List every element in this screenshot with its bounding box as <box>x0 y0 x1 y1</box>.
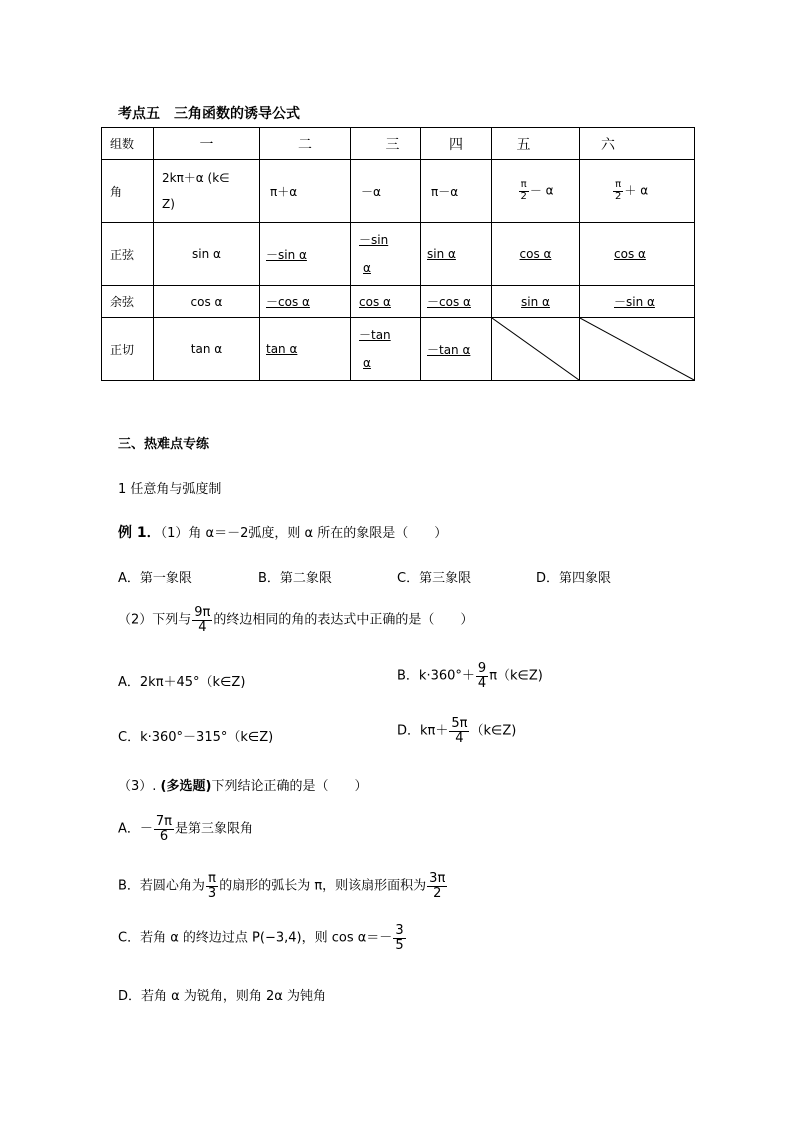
table-header-row <box>102 128 695 160</box>
fraction-numerator: 7π <box>155 814 173 829</box>
fraction <box>393 924 405 952</box>
fraction-denominator: 5 <box>395 937 404 953</box>
section-heading: 三、热难点专练 <box>118 437 210 452</box>
table-row-cos <box>102 286 695 318</box>
header-cell: 六 <box>580 128 695 160</box>
header-cell: 五 <box>492 128 580 160</box>
fraction-denominator: 2 <box>615 190 622 202</box>
fraction-numerator: 9 <box>477 661 487 676</box>
angle-tail: ＋ α <box>624 183 649 198</box>
sin-cell: sin α <box>154 223 260 286</box>
choice-d <box>397 717 516 745</box>
row-label: 正切 <box>102 318 154 381</box>
angle-cell: π＋α <box>260 160 351 223</box>
question-1 <box>118 522 447 542</box>
fraction-numerator: 3 <box>395 923 404 938</box>
row-label: 正弦 <box>102 223 154 286</box>
fraction <box>518 180 528 202</box>
question-text: 的终边相同的角的表达式中正确的是（ ） <box>213 612 474 628</box>
choice-text: 是第三象限角 <box>175 821 254 837</box>
choice-text: C．若角 α 的终边过点 P(−3,4)，则 cos α＝－ <box>118 930 393 946</box>
angle-cell-line: Z) <box>162 197 175 211</box>
fraction-numerator: 5π <box>451 716 468 731</box>
choice-d: D．第四象限 <box>536 571 612 586</box>
choice-text: （k∈Z) <box>470 723 517 739</box>
choice-a <box>118 815 253 843</box>
angle-cell: π－α <box>421 160 492 223</box>
sin-cell: cos α <box>580 223 695 286</box>
angle-cell <box>154 160 260 223</box>
fraction-numerator: π <box>615 179 622 190</box>
fraction <box>449 717 469 745</box>
diagonal-line <box>580 318 694 380</box>
induction-formula-table <box>101 127 695 381</box>
choice-b <box>118 872 448 900</box>
fraction-denominator: 6 <box>159 828 169 844</box>
fraction <box>427 872 447 900</box>
fraction <box>192 606 212 634</box>
fraction <box>206 872 218 900</box>
choice-b: B．第二象限 <box>258 571 332 586</box>
fraction-denominator: 4 <box>455 730 464 746</box>
fraction <box>154 815 174 843</box>
choice-c <box>118 924 407 952</box>
question-3 <box>118 775 367 794</box>
choice-text: 的扇形的弧长为 π，则该扇形面积为 <box>219 878 427 894</box>
tan-cell: －tan α <box>421 318 492 381</box>
question-tag: (多选题) <box>160 779 212 794</box>
table-row-angle <box>102 160 695 223</box>
cos-cell: －cos α <box>421 286 492 318</box>
choice-b <box>397 662 543 690</box>
fraction-numerator: 9π <box>194 605 211 620</box>
fraction-numerator: 3π <box>429 871 446 886</box>
empty-diagonal-cell <box>492 318 580 381</box>
header-cell: 四 <box>421 128 492 160</box>
question-text: 下列结论正确的是（ ） <box>211 779 368 794</box>
fraction-denominator: 3 <box>207 885 217 901</box>
table-row-tan <box>102 318 695 381</box>
fraction-denominator: 4 <box>477 675 487 691</box>
row-label: 余弦 <box>102 286 154 318</box>
choice-text: π（k∈Z) <box>489 668 543 684</box>
fraction <box>613 180 623 202</box>
angle-tail: － α <box>529 183 554 198</box>
tan-cell: tan α <box>260 318 351 381</box>
diagonal-line <box>492 318 579 380</box>
cos-cell: －cos α <box>260 286 351 318</box>
cos-cell: cos α <box>154 286 260 318</box>
header-cell: 一 <box>154 128 260 160</box>
angle-cell-line: 2kπ＋α (k∈ <box>162 171 230 185</box>
table-row-sin <box>102 223 695 286</box>
tan-cell-line: －tan <box>359 328 391 342</box>
header-cell: 组数 <box>102 128 154 160</box>
fraction-numerator: π <box>520 179 527 190</box>
question-text: （3）. <box>118 779 161 794</box>
fraction-denominator: 4 <box>198 619 207 635</box>
choice-text: B．若圆心角为 <box>118 878 205 894</box>
angle-cell <box>580 160 695 223</box>
angle-cell: －α <box>351 160 421 223</box>
choice-c: C．k·360°－315°（k∈Z) <box>118 730 274 745</box>
fraction <box>476 662 488 690</box>
tan-cell-line: α <box>363 356 371 370</box>
tan-cell: tan α <box>154 318 260 381</box>
tan-cell <box>351 318 421 381</box>
fraction-denominator: 2 <box>520 190 527 202</box>
section-title: 考点五 三角函数的诱导公式 <box>118 106 300 122</box>
sin-cell-line: α <box>363 261 371 275</box>
header-cell: 二 <box>260 128 351 160</box>
cos-cell: cos α <box>351 286 421 318</box>
sin-cell: －sin α <box>260 223 351 286</box>
choice-a: A．2kπ＋45°（k∈Z) <box>118 675 246 690</box>
sin-cell <box>351 223 421 286</box>
fraction-denominator: 2 <box>433 885 442 901</box>
choice-d: D．若角 α 为锐角，则角 2α 为钝角 <box>118 989 326 1004</box>
choice-text: D．kπ＋ <box>397 723 449 739</box>
sin-cell: sin α <box>421 223 492 286</box>
question-text: （2）下列与 <box>118 612 192 628</box>
angle-cell <box>492 160 580 223</box>
choice-a: A．第一象限 <box>118 571 192 586</box>
question-text: （1）角 α＝－2弧度，则 α 所在的象限是（ ） <box>160 526 448 541</box>
fraction-numerator: π <box>208 871 216 886</box>
row-label: 角 <box>102 160 154 223</box>
choice-text: A．－ <box>118 821 153 837</box>
example-prefix: 例 1． <box>118 525 161 541</box>
choice-c: C．第三象限 <box>397 571 472 586</box>
sin-cell-line: －sin <box>359 233 389 247</box>
subsection-heading: 1 任意角与弧度制 <box>118 482 222 497</box>
sin-cell: cos α <box>492 223 580 286</box>
choice-text: B．k·360°＋ <box>397 668 475 684</box>
cos-cell: －sin α <box>580 286 695 318</box>
empty-diagonal-cell <box>580 318 695 381</box>
cos-cell: sin α <box>492 286 580 318</box>
question-2 <box>118 606 473 634</box>
header-cell: 三 <box>351 128 421 160</box>
